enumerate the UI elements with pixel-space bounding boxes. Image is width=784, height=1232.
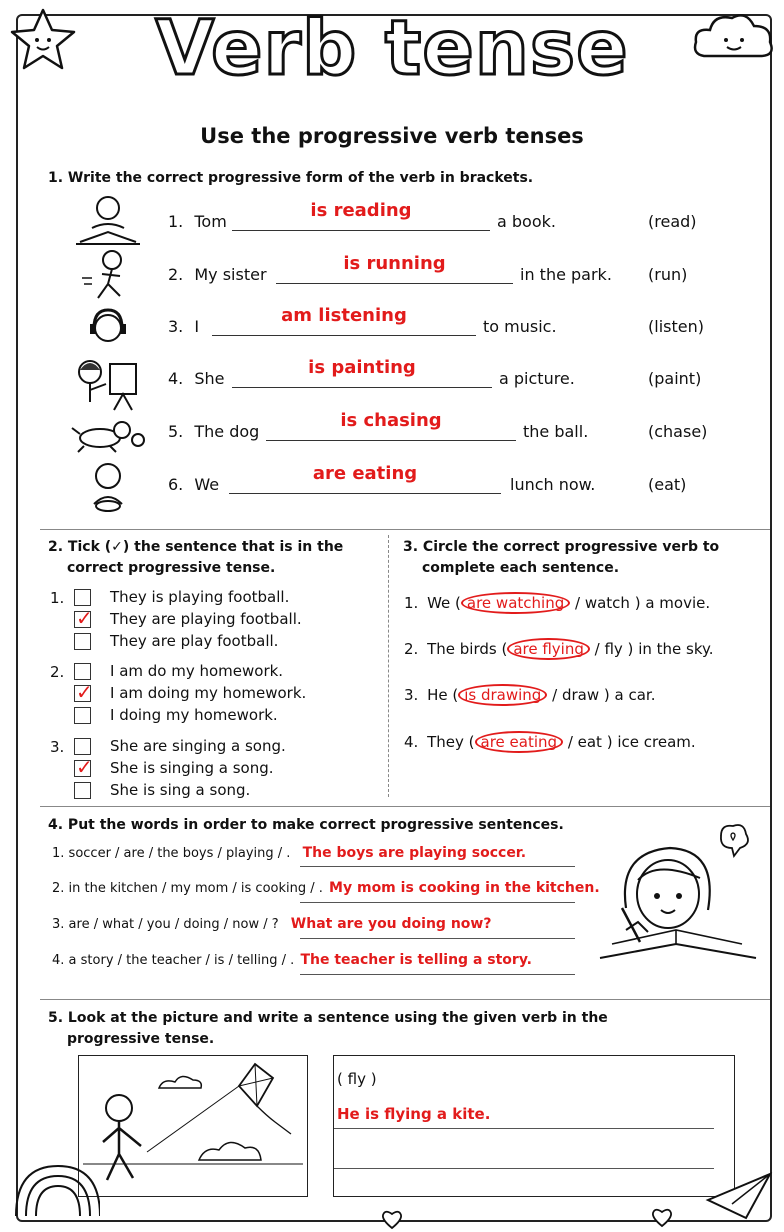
s3-circled-answer[interactable]: is drawing (458, 684, 547, 706)
s3-item2 (404, 638, 714, 660)
section-divider (40, 999, 770, 1000)
checkbox[interactable] (74, 589, 91, 606)
section4-heading: 4. Put the words in order to make correct progressive sentences. (48, 817, 564, 833)
paper-plane-icon (704, 1170, 774, 1222)
s1-answer-blank[interactable] (276, 253, 513, 284)
column-divider (388, 535, 389, 797)
s1-answer: is painting (308, 357, 416, 378)
s1-item1 (168, 212, 227, 231)
s4-item1 (52, 845, 526, 861)
answer-line[interactable] (300, 974, 575, 975)
s4-answer: What are you doing now? (290, 916, 492, 932)
s1-item-post: the ball. (523, 422, 589, 441)
s4-num: 2. (52, 881, 65, 896)
s4-words: soccer / are / the boys / playing / . (68, 846, 291, 861)
s1-item-num: 1. (168, 212, 184, 231)
s2-option: She is singing a song. (110, 759, 274, 777)
s3-alt[interactable]: / fly ) (594, 640, 634, 658)
dog-ball-icon (70, 416, 148, 456)
s3-num: 2. (404, 640, 419, 658)
s4-answer: The boys are playing soccer. (302, 845, 527, 861)
s3-alt[interactable]: / eat ) (567, 733, 613, 751)
s1-item5 (168, 422, 259, 441)
s1-item-post: lunch now. (510, 475, 596, 494)
boy-flying-kite-illustration (79, 1056, 307, 1196)
s1-item4 (168, 369, 225, 388)
page-title: Verb tense (155, 3, 629, 92)
s3-num: 1. (404, 594, 419, 612)
s1-hint: (chase) (648, 422, 708, 441)
answer-line[interactable] (334, 1128, 714, 1129)
s1-item-post: a book. (497, 212, 556, 231)
s1-item-pre: She (194, 369, 225, 388)
section3-heading (403, 537, 719, 579)
s1-item-num: 3. (168, 317, 184, 336)
s4-num: 3. (52, 917, 65, 932)
heading-line: 3. Circle the correct progressive verb to (403, 539, 720, 555)
s2-option: I doing my homework. (110, 706, 278, 724)
answer-line[interactable] (300, 938, 575, 939)
heading-line: 5. Look at the picture and write a sentence using the given verb in the (48, 1010, 608, 1026)
s4-answer: My mom is cooking in the kitchen. (329, 880, 600, 896)
checkbox[interactable] (74, 738, 91, 755)
s1-item-post: in the park. (520, 265, 612, 284)
running-girl-icon (80, 248, 136, 304)
s2-option: They are playing football. (110, 610, 302, 628)
s1-item-pre: I (194, 317, 200, 336)
s1-hint: (paint) (648, 369, 702, 388)
section-divider (40, 806, 770, 807)
checkmark-icon: ✓ (76, 606, 93, 630)
s3-item3 (404, 684, 655, 706)
s3-pre: They ( (427, 733, 475, 751)
page-subtitle: Use the progressive verb tenses (200, 124, 584, 148)
s3-num: 3. (404, 686, 419, 704)
heart-icon (650, 1206, 674, 1228)
s1-item-num: 4. (168, 369, 184, 388)
checkbox-checked[interactable] (74, 606, 93, 630)
s1-hint: (read) (648, 212, 697, 231)
s1-item6 (168, 475, 219, 494)
checkmark-icon: ✓ (76, 680, 93, 704)
s1-answer: are eating (312, 463, 418, 484)
s3-item4 (404, 731, 696, 753)
s1-item-pre: The dog (194, 422, 260, 441)
s1-item3 (168, 317, 199, 336)
rainbow-icon (10, 1150, 100, 1220)
s2-group-num: 3. (50, 738, 65, 756)
s1-answer: is reading (310, 200, 412, 221)
s3-pre: He ( (427, 686, 459, 704)
s4-item2 (52, 880, 600, 896)
section-divider (40, 529, 770, 530)
s2-option: She are singing a song. (110, 737, 286, 755)
s2-option: She is sing a song. (110, 781, 251, 799)
checkbox-checked[interactable] (74, 680, 93, 704)
s3-pre: The birds ( (427, 640, 508, 658)
section1-heading: 1. Write the correct progressive form of the verb in brackets. (48, 170, 534, 186)
s1-answer: am listening (281, 305, 407, 326)
s2-group-num: 2. (50, 663, 65, 681)
s1-answer-blank[interactable] (266, 410, 516, 441)
checkbox[interactable] (74, 782, 91, 799)
s1-item-num: 6. (168, 475, 184, 494)
s1-item2 (168, 265, 267, 284)
s3-post: a car. (614, 686, 656, 704)
painting-girl-icon (70, 356, 146, 412)
s1-item-pre: We (194, 475, 220, 494)
s1-hint: (listen) (648, 317, 704, 336)
s1-item-post: to music. (483, 317, 557, 336)
checkmark-icon: ✓ (76, 755, 93, 779)
s3-alt[interactable]: / watch ) (575, 594, 641, 612)
s1-answer-blank[interactable] (212, 305, 476, 336)
heading-line: complete each sentence. (422, 560, 620, 576)
s5-answer: He is flying a kite. (337, 1105, 491, 1123)
s2-option: I am doing my homework. (110, 684, 307, 702)
headphones-kid-icon (86, 306, 130, 350)
s4-item4 (52, 952, 532, 968)
heading-line: progressive tense. (67, 1031, 215, 1047)
eating-boy-icon (86, 460, 130, 514)
s2-option: I am do my homework. (110, 662, 284, 680)
s3-post: a movie. (645, 594, 711, 612)
reading-boy-icon (72, 192, 144, 248)
s1-item-pre: My sister (194, 265, 267, 284)
s4-num: 4. (52, 953, 65, 968)
s1-item-num: 2. (168, 265, 184, 284)
checkbox[interactable] (74, 707, 91, 724)
s4-words: a story / the teacher / is / telling / . (68, 953, 295, 968)
checkbox[interactable] (74, 663, 91, 680)
s1-hint: (run) (648, 265, 688, 284)
s3-pre: We ( (427, 594, 461, 612)
s1-answer-blank[interactable] (229, 463, 501, 494)
answer-line[interactable] (300, 866, 575, 867)
section5-heading (48, 1008, 608, 1050)
s1-item-num: 5. (168, 422, 184, 441)
s4-item3 (52, 916, 491, 932)
heading-line: 2. Tick (✓) the sentence that is in the (48, 539, 344, 555)
checkbox[interactable] (74, 633, 91, 650)
section2-heading (48, 537, 343, 579)
heading-line: correct progressive tense. (67, 560, 276, 576)
s2-option: They are play football. (110, 632, 279, 650)
s3-circled-answer[interactable]: are eating (475, 731, 564, 753)
s3-item1 (404, 592, 710, 614)
s4-answer: The teacher is telling a story. (300, 952, 532, 968)
s1-hint: (eat) (648, 475, 687, 494)
s1-answer: is running (343, 253, 446, 274)
s1-item-pre: Tom (194, 212, 227, 231)
s3-circled-answer[interactable]: are flying (507, 638, 590, 660)
s5-verb-hint: ( fly ) (337, 1070, 377, 1088)
s2-option: They is playing football. (110, 588, 290, 606)
s1-item-post: a picture. (499, 369, 575, 388)
s1-answer-blank[interactable] (232, 200, 490, 231)
s3-circled-answer[interactable]: are watching (461, 592, 570, 614)
s3-alt[interactable]: / draw ) (552, 686, 610, 704)
s1-answer-blank[interactable] (232, 357, 492, 388)
answer-box (333, 1055, 735, 1197)
s2-group-num: 1. (50, 589, 65, 607)
s3-post: ice cream. (617, 733, 696, 751)
s1-answer: is chasing (340, 410, 442, 431)
kite-picture (78, 1055, 308, 1197)
answer-line[interactable] (300, 902, 575, 903)
s3-post: in the sky. (638, 640, 714, 658)
s4-words: in the kitchen / my mom / is cooking / . (68, 881, 323, 896)
writing-girl-icon (596, 818, 766, 988)
s3-num: 4. (404, 733, 419, 751)
answer-line[interactable] (334, 1168, 714, 1169)
s4-num: 1. (52, 846, 65, 861)
s4-words: are / what / you / doing / now / ? (68, 917, 279, 932)
checkbox-checked[interactable] (74, 755, 93, 779)
heart-icon (380, 1208, 404, 1230)
